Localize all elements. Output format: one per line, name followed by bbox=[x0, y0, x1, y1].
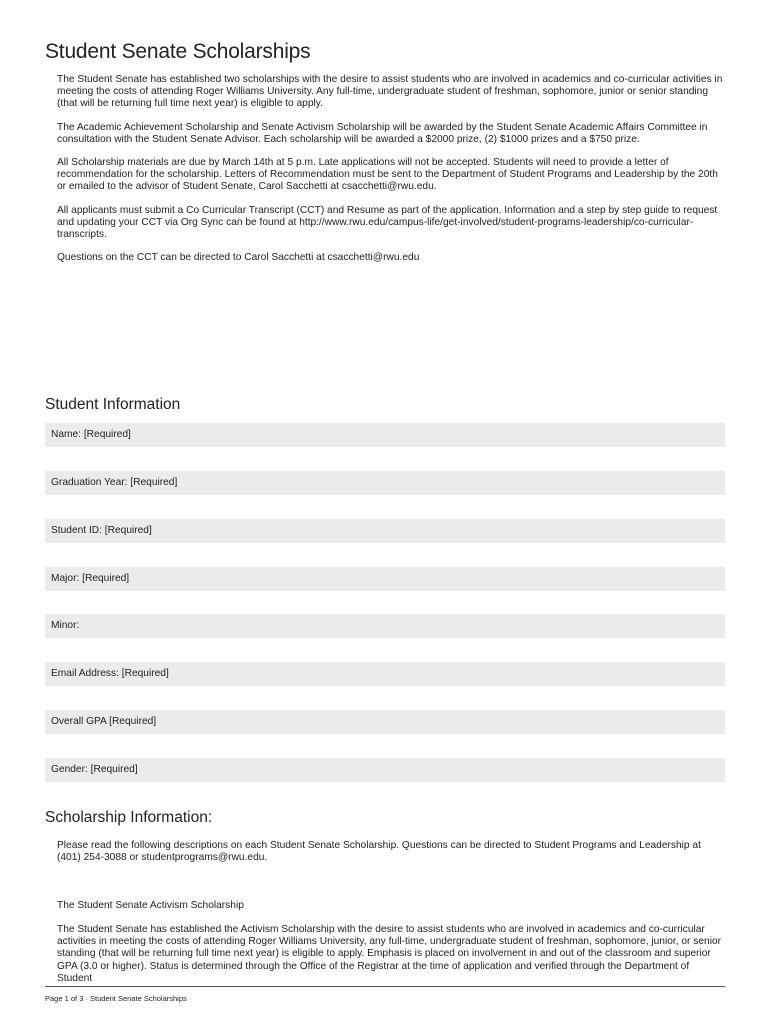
minor-field[interactable]: Minor: bbox=[45, 614, 725, 638]
email-address-field[interactable]: Email Address: [Required] bbox=[45, 662, 725, 686]
intro-section bbox=[57, 74, 727, 275]
intro-paragraph: Questions on the CCT can be directed to Carol Sacchetti at csacchetti@rwu.edu bbox=[57, 252, 420, 264]
name-field[interactable]: Name: [Required] bbox=[45, 423, 725, 447]
intro-paragraph: The Academic Achievement Scholarship and Senate Activism Scholarship will be awarded by the Student Senate Academic Affairs Committee in consultation with the Student Senate Advisor. Each scholarship will be awarded a $2000 prize, (2) $1000 prizes and a $750 prize. bbox=[57, 121, 708, 145]
gender-field[interactable]: Gender: [Required] bbox=[45, 758, 725, 782]
graduation-year-field[interactable]: Graduation Year: [Required] bbox=[45, 471, 725, 495]
activism-scholarship-text: The Student Senate has established the Activism Scholarship with the desire to assist students who are involved in academics and co-curricular activities in meeting the costs of attending Roger Williams University, any full-time, undergraduate student of freshman, sophomore, junior, or senior standing (that will be returning full time next year) is eligible to apply. Emphasis is placed on involvement in and out of the classroom and superior GPA (3.0 or higher). Status is determined through the Office of the Registrar at the time of application and verified through the Department of Student bbox=[57, 924, 722, 984]
major-field[interactable]: Major: [Required] bbox=[45, 567, 725, 591]
page-footer: Page 1 of 3 · Student Senate Scholarships bbox=[45, 994, 187, 1003]
activism-scholarship-title: The Student Senate Activism Scholarship bbox=[57, 900, 244, 911]
page-title: Student Senate Scholarships bbox=[45, 40, 311, 63]
intro-paragraph: All applicants must submit a Co Curricular Transcript (CCT) and Resume as part of the application. Information and a step by step guide to request and updating your CCT via Org Sync can be found at http://www.rwu.edu/campus-life/get-involved/student-programs-leadership/co-curricular-transcripts. bbox=[57, 204, 718, 241]
student-id-field[interactable]: Student ID: [Required] bbox=[45, 519, 725, 543]
intro-paragraph: The Student Senate has established two scholarships with the desire to assist students who are involved in academics and co-curricular activities in meeting the costs of attending Roger Williams University. Any full-time, undergraduate student of freshman, sophomore, junior or senior standing (that will be returning full time next year) is eligible to apply. bbox=[57, 74, 723, 110]
overall-gpa-field[interactable]: Overall GPA [Required] bbox=[45, 710, 725, 734]
footer-divider bbox=[45, 986, 725, 987]
intro-paragraph: All Scholarship materials are due by March 14th at 5 p.m. Late applications will not be accepted. Students will need to provide a letter of recommendation for the scholarship. Letters of Recommendation must be sent to the Department of Student Programs and Leadership by the 20th or emailed to the advisor of Student Senate, Carol Sacchetti at csacchetti@rwu.edu. bbox=[57, 157, 718, 193]
student-information-heading: Student Information bbox=[45, 396, 181, 413]
scholarship-information-heading: Scholarship Information: bbox=[45, 809, 213, 826]
scholarship-intro: Please read the following descriptions on each Student Senate Scholarship. Questions can be directed to Student Programs and Leadership at (401) 254-3088 or studentprograms@rwu.edu. bbox=[57, 840, 701, 864]
